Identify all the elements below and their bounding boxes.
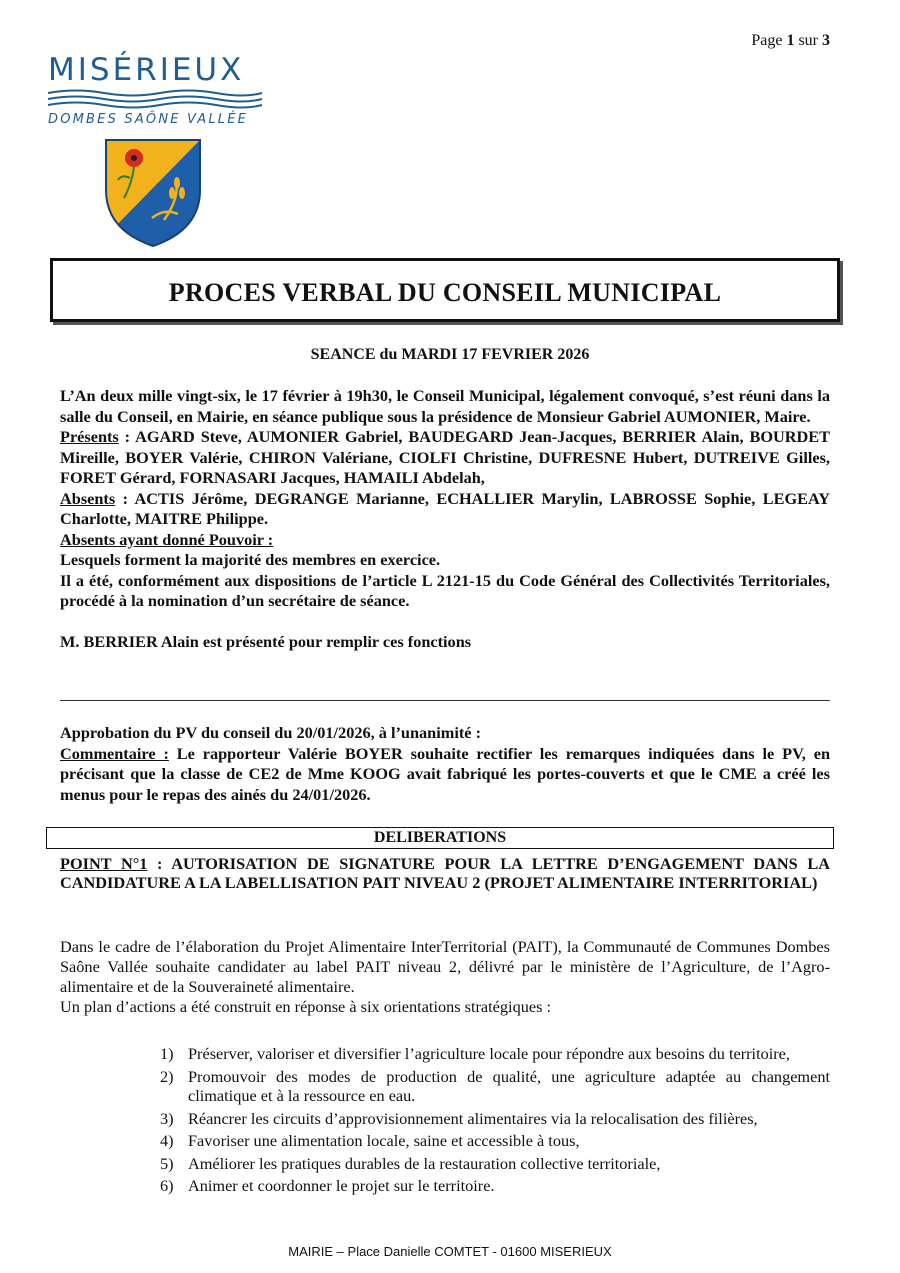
point-1-heading [60, 854, 830, 892]
presents-line: Présents : AGARD Steve, AUMONIER Gabriel, BAUDEGARD Jean-Jacques, BERRIER Alain, BOURDET Mireille, BOYER Valérie, CHIRON Valériane, CIOLFI Christine, DUFRESNE Hubert, DUTREIVE Gilles, FORET Gérard, FORNASARI Jacques, HAMAILI Abdelah, [60, 427, 830, 487]
list-item: 3) Réancrer les circuits d’approvisionnement alimentaires via la relocalisation des filières, [160, 1108, 758, 1128]
approval-comment [60, 744, 830, 806]
logo-title: MISÉRIEUX [48, 52, 245, 88]
absents-names: ACTIS Jérôme, DEGRANGE Marianne, ECHALLIER Marylin, LABROSSE Sophie, LEGEAY Charlotte, MAITRE Philippe. [60, 488, 830, 528]
list-item: 5) Améliorer les pratiques durables de la restauration collective territoriale, [160, 1153, 661, 1173]
pouvoir-label: Absents ayant donné Pouvoir : [60, 529, 274, 549]
majority-line: Lesquels forment la majorité des membres en exercice. [60, 550, 441, 569]
point-1-title: : AUTORISATION DE SIGNATURE POUR LA LETTRE D’ENGAGEMENT DANS LA CANDIDATURE A LA LABELLISATION PAIT NIVEAU 2 (PROJET ALIMENTAIRE INTERRITORIAL) [60, 854, 830, 892]
secretary-line: M. BERRIER Alain est présenté pour remplir ces fonctions [60, 631, 472, 651]
presents-label: Présents [60, 427, 119, 446]
point-1-body [60, 937, 830, 1017]
comment-label: Commentaire : [60, 743, 169, 763]
point-1-paragraph: Dans le cadre de l’élaboration du Projet Alimentaire InterTerritorial (PAIT), la Communauté de Communes Dombes Saône Vallée souhaite candidater au label PAIT niveau 2, délivré par le ministère de l’Agriculture, de l’Agro-alimentaire et de la Souveraineté alimentaire. [60, 937, 830, 996]
comment-text: Le rapporteur Valérie BOYER souhaite rectifier les remarques indiquées dans le PV, en précisant que la classe de CE2 de Mme KOOG avait fabriqué les portes-couverts et que le CME a créé les menus pour le repas des ainés du 24/01/2026. [60, 743, 831, 804]
page-title: PROCES VERBAL DU CONSEIL MUNICIPAL [168, 278, 722, 307]
absents-line: Absents : ACTIS Jérôme, DEGRANGE Marianne, ECHALLIER Marylin, LABROSSE Sophie, LEGEAY Charlotte, MAITRE Philippe. [60, 488, 830, 528]
intro-paragraph: L’An deux mille vingt-six, le 17 février à 19h30, le Conseil Municipal, légalement convoqué, s’est réuni dans la salle du Conseil, en Mairie, en séance publique sous la présidence de Monsieur Gabriel AUMONIER, Maire. [60, 386, 830, 426]
footer-address: MAIRIE – Place Danielle COMTET - 01600 MISERIEUX [288, 1244, 612, 1259]
attendance-section [60, 386, 830, 652]
approval-title: Approbation du PV du conseil du 20/01/2026, à l’unanimité : [60, 723, 481, 742]
presents-names: AGARD Steve, AUMONIER Gabriel, BAUDEGARD Jean-Jacques, BERRIER Alain, BOURDET Mireille, BOYER Valérie, CHIRON Valériane, CIOLFI Christine, DUFRESNE Hubert, DUTREIVE Gilles, FORET Gérard, FORNASARI Jacques, HAMAILI Abdelah, [60, 427, 830, 487]
absents-label: Absents [60, 488, 116, 508]
title-box [50, 258, 840, 322]
deliberations-heading: DELIBERATIONS [46, 827, 834, 849]
plan-intro: Un plan d’actions a été construit en réponse à six orientations stratégiques : [60, 997, 552, 1016]
point-1-label: POINT N°1 [60, 854, 148, 873]
orientations-list [160, 1044, 830, 1199]
article-line: Il a été, conformément aux dispositions de l’article L 2121-15 du Code Général des Collectivités Territoriales, procédé à la nomination d’un secrétaire de séance. [60, 570, 830, 610]
list-item: 6) Animer et coordonner le projet sur le territoire. [160, 1176, 495, 1195]
logo-subtitle: DOMBES SAÔNE VALLÉE [48, 112, 249, 127]
approval-section [60, 723, 830, 805]
waves-icon [46, 88, 264, 110]
coat-of-arms-icon [104, 138, 202, 248]
list-item: 1) Préserver, valoriser et diversifier l’agriculture locale pour répondre aux besoins du territoire, [160, 1044, 790, 1063]
seance-date: SEANCE du MARDI 17 FEVRIER 2026 [310, 346, 590, 363]
page-number: Page 1 sur 3 [751, 32, 830, 49]
divider [60, 700, 830, 701]
list-item: 4) Favoriser une alimentation locale, saine et accessible à tous, [160, 1131, 580, 1150]
list-item: 2) Promouvoir des modes de production de qualité, une agriculture adaptée au changement climatique et à la ressource en eau. [160, 1066, 830, 1105]
